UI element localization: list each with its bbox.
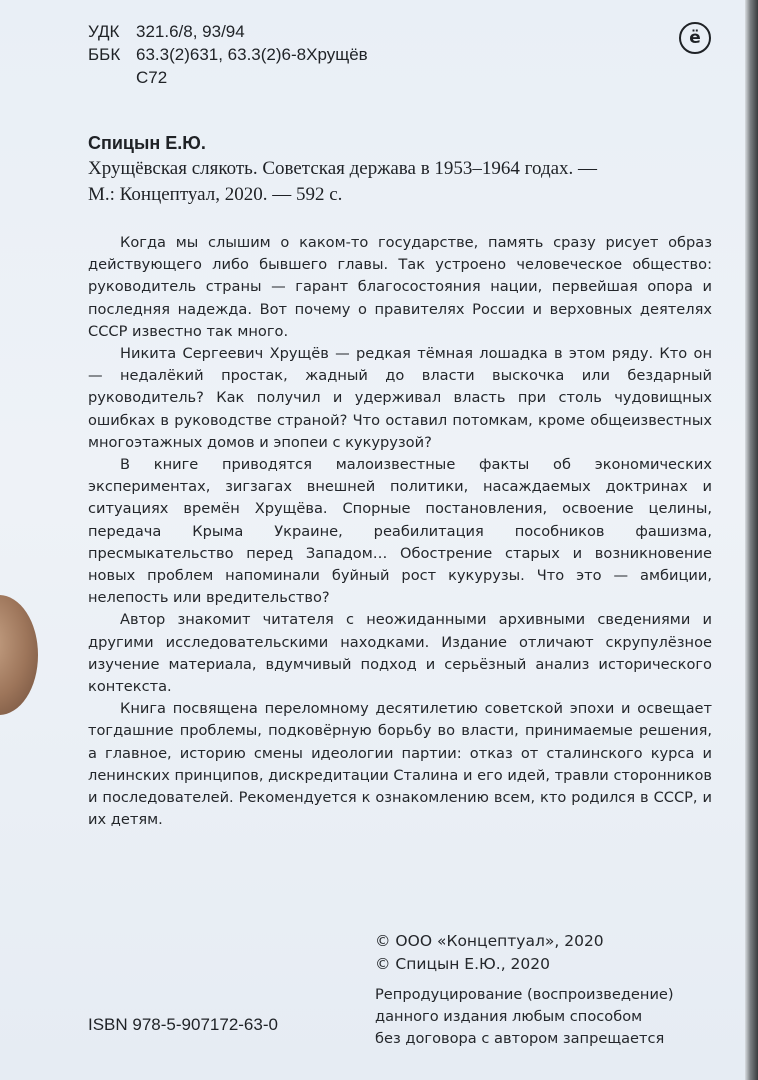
book-title-line: Хрущёвская слякоть. Советская держава в 1953–1964 годах. — bbox=[88, 158, 598, 179]
isbn: ISBN 978-5-907172-63-0 bbox=[88, 1015, 278, 1034]
page-edge bbox=[745, 0, 758, 1080]
classification-codes bbox=[88, 20, 368, 89]
rights-line: данного издания любым способом bbox=[375, 1008, 643, 1025]
bbk-label: ББК bbox=[88, 45, 121, 64]
rights-notice bbox=[375, 984, 674, 1050]
publisher-logo-icon: ё bbox=[679, 22, 711, 54]
copyright-block bbox=[375, 930, 604, 976]
book-imprint-line: М.: Концептуал, 2020. — 592 с. bbox=[88, 184, 343, 205]
bbk-row bbox=[88, 43, 368, 66]
book-author: Спицын Е.Ю. bbox=[88, 133, 206, 153]
copyright-publisher: © ООО «Концептуал», 2020 bbox=[375, 932, 604, 950]
annotation-paragraph: Никита Сергеевич Хрущёв — редкая тёмная лошадка в этом ряду. Кто он — недалёкий простак, жадный до власти выскочка или бездарный руководитель? Как получил и удерживал власть при столь чудовищных ошибках в руководстве страной? Что оставил потомкам, кроме общеизвестных многоэтажных домов и эпопеи с кукурузой? bbox=[88, 345, 712, 451]
bibliographic-record bbox=[88, 130, 728, 208]
annotation bbox=[88, 232, 712, 831]
udk-label: УДК bbox=[88, 22, 120, 41]
annotation-paragraph: Когда мы слышим о каком-то государстве, память сразу рисует образ действующего либо бывшего главы. Так устроено человеческое общество: руководитель страны — гарант благосостояния нации, первейшая опора и последняя надежда. Вот почему о правителях России и верховных деятелях СССР известно так много. bbox=[88, 234, 712, 340]
author-sign: С72 bbox=[136, 68, 168, 87]
copyright-author: © Спицын Е.Ю., 2020 bbox=[375, 955, 550, 973]
udk-row bbox=[88, 20, 368, 43]
rights-line: Репродуцирование (воспроизведение) bbox=[375, 986, 674, 1003]
bbk-value: 63.3(2)631, 63.3(2)6-8Хрущёв bbox=[136, 45, 368, 64]
annotation-paragraph: В книге приводятся малоизвестные факты об экономических экспериментах, зигзагах внешней политики, насаждаемых доктринах и ситуациях времён Хрущёва. Спорные постановления, освоение целины, передача Крыма Украине, реабилитация пособников фашизма, пресмыкательство перед Западом… Обострение старых и возникновение новых проблем напоминали буйный рост кукурузы. Что это — амбиции, нелепость или вредительство? bbox=[88, 456, 712, 607]
udk-value: 321.6/8, 93/94 bbox=[136, 22, 245, 41]
annotation-paragraph: Автор знакомит читателя с неожиданными архивными сведениями и другими исследовательскими находками. Издание отличают скрупулёзное изучение материала, вдумчивый подход и серьёзный анализ исторического контекста. bbox=[88, 611, 712, 696]
annotation-paragraph: Книга посвящена переломному десятилетию советской эпохи и освещает тогдашние проблемы, подковёрную борьбу во власти, принимаемые решения, а главное, историю смены идеологии партии: отказ от сталинского курса и ленинских принципов, дискредитации Сталина и его идей, травли сторонников и последователей. Рекомендуется к ознакомлению всем, кто родился в СССР, и их детям. bbox=[88, 700, 712, 829]
rights-line: без договора с автором запрещается bbox=[375, 1030, 665, 1047]
